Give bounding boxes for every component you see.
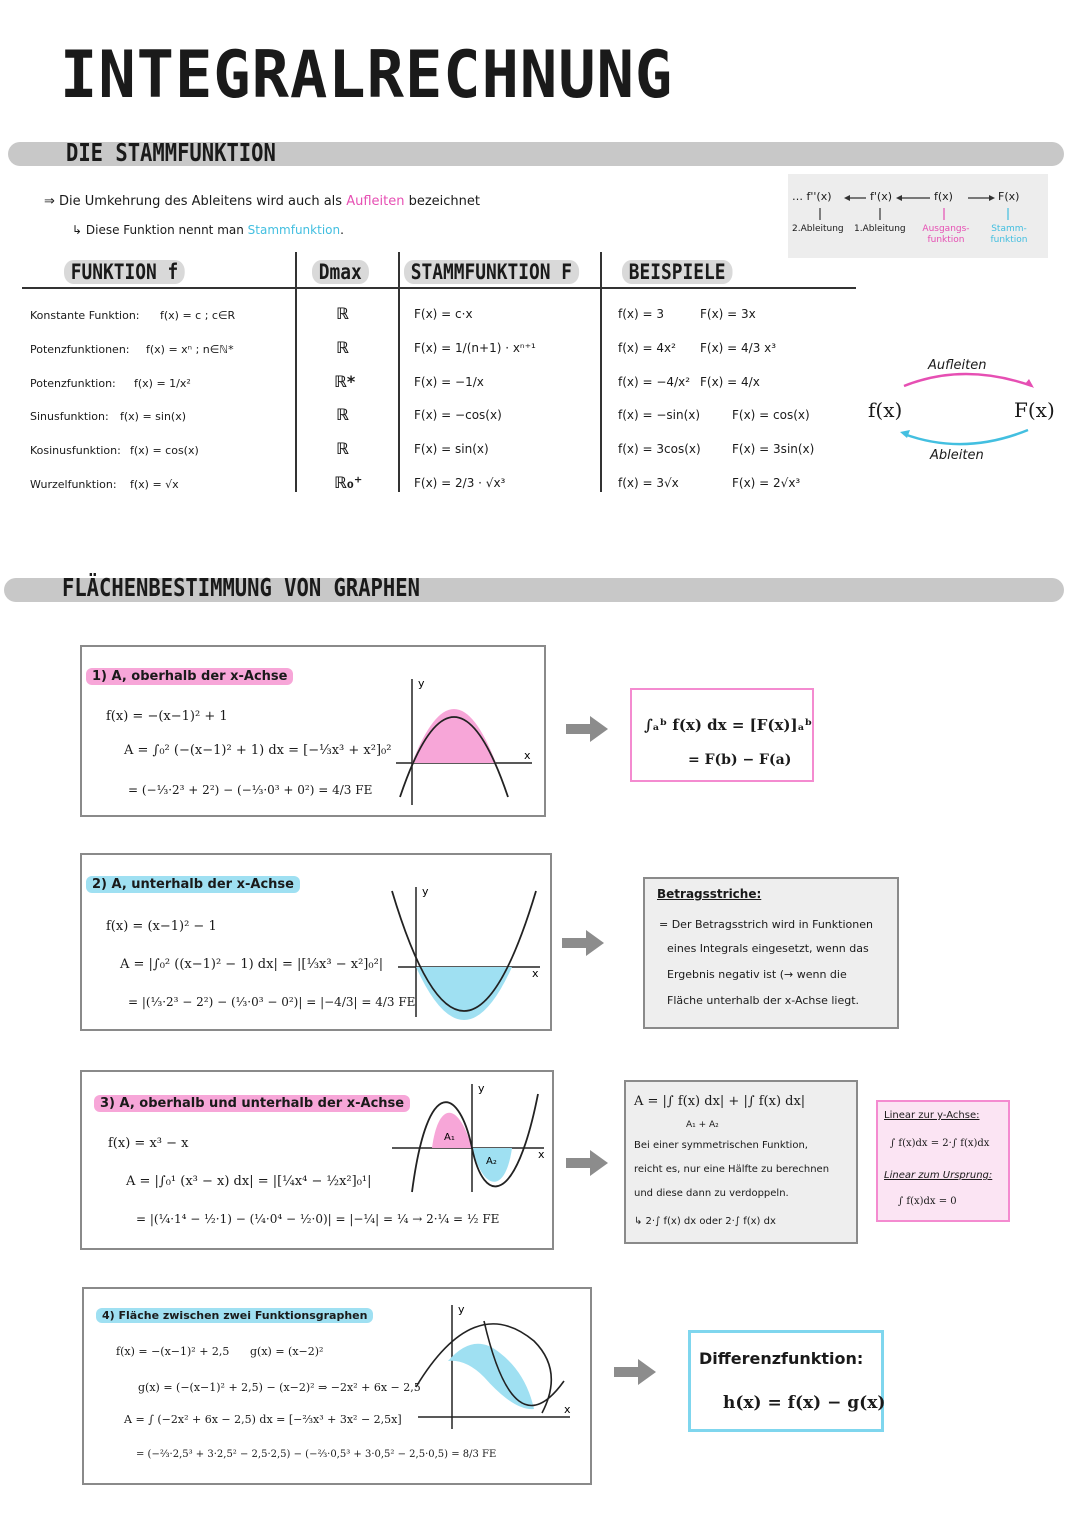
cell-d: ℝ xyxy=(336,405,349,424)
case3-note-formula: A = |∫ f(x) dx| + |∫ f(x) dx| xyxy=(634,1094,806,1109)
cell-d: ℝ* xyxy=(334,372,356,391)
case4-function-g: g(x) = (x−2)² xyxy=(250,1345,324,1358)
case3-function: f(x) = x³ − x xyxy=(108,1136,189,1151)
table-header-dmax: Dmax xyxy=(312,260,369,284)
case4-line1: g(x) = (−(x−1)² + 2,5) − (x−2)² ⇒ −2x² + 6x − 2,5 xyxy=(138,1381,421,1394)
section-heading-stammfunktion: DIE STAMMFUNKTION xyxy=(66,138,276,167)
case4-axis-x: x xyxy=(564,1403,571,1416)
chain-item: F(x) xyxy=(998,190,1020,203)
case2-axis-y: y xyxy=(422,885,429,898)
case2-label: 2) A, unterhalb der x-Achse xyxy=(86,877,300,892)
cell-ex-F: F(x) = 2√x³ xyxy=(732,476,801,490)
case2-note-title: Betragsstriche: xyxy=(657,887,762,901)
diagram-label-aufleiten: Aufleiten xyxy=(928,358,987,373)
case3-area-a1: A₁ xyxy=(444,1132,455,1143)
case3-line2: = |(¼·1⁴ − ½·1) − (¼·0⁴ − ½·0)| = |−¼| = ¼ → 2·¼ = ½ FE xyxy=(136,1212,500,1226)
cell-d: ℝ₀⁺ xyxy=(334,473,363,492)
table-divider xyxy=(398,252,400,492)
cell-f: f(x) = 1/x² xyxy=(134,377,191,390)
case4-function-f: f(x) = −(x−1)² + 2,5 xyxy=(116,1345,230,1358)
case3-note-line: reicht es, nur eine Hälfte zu berechnen xyxy=(634,1164,830,1175)
case2-note-line: Ergebnis negativ ist (→ wenn die xyxy=(667,968,847,981)
table-divider xyxy=(600,252,602,492)
cell-f: f(x) = sin(x) xyxy=(120,410,187,423)
cell-name: Sinusfunktion: xyxy=(30,410,109,423)
case3-graph xyxy=(388,1080,548,1196)
case4-line3: = (−⅔·2,5³ + 3·2,5² − 2,5·2,5) − (−⅔·0,5³ + 3·0,5² − 2,5·0,5) = 8/3 FE xyxy=(136,1449,497,1460)
case3-arrow-icon xyxy=(566,1148,610,1178)
case3-axis-x: x xyxy=(538,1148,545,1161)
cell-d: ℝ xyxy=(336,338,349,357)
case4-result-box xyxy=(688,1330,884,1432)
case3-sym-title2: Linear zum Ursprung: xyxy=(884,1170,993,1181)
chain-label: 1.Ableitung xyxy=(854,224,906,234)
cell-F: F(x) = −cos(x) xyxy=(414,408,502,422)
case3-note-line: und diese dann zu verdoppeln. xyxy=(634,1188,789,1199)
case1-function: f(x) = −(x−1)² + 1 xyxy=(106,709,228,724)
diagram-left-f: f(x) xyxy=(868,398,903,422)
case1-graph xyxy=(392,667,542,807)
case3-sym-formula2: ∫ f(x)dx = 0 xyxy=(898,1196,957,1207)
section-heading-flaechen: FLÄCHENBESTIMMUNG VON GRAPHEN xyxy=(62,573,420,602)
cell-name: Wurzelfunktion: xyxy=(30,478,117,491)
cell-ex-f: f(x) = 4x² xyxy=(618,341,676,355)
table-header-stammfunktion: STAMMFUNKTION F xyxy=(404,260,579,284)
case2-line2: = |(⅓·2³ − 2²) − (⅓·0³ − 0²)| = |−4/3| = 4/3 FE xyxy=(128,995,416,1009)
case1-result-line2: = F(b) − F(a) xyxy=(688,752,792,768)
cell-F: F(x) = 1/(n+1) · xⁿ⁺¹ xyxy=(414,341,536,355)
case1-label: 1) A, oberhalb der x-Achse xyxy=(86,669,293,684)
cell-f: f(x) = √x xyxy=(130,478,179,491)
chain-label: 2.Ableitung xyxy=(792,224,844,234)
diagram-right-F: F(x) xyxy=(1014,398,1055,422)
cell-F: F(x) = sin(x) xyxy=(414,442,489,456)
case2-function: f(x) = (x−1)² − 1 xyxy=(106,919,217,934)
case2-graph xyxy=(382,881,546,1021)
chain-label: Ausgangs-funktion xyxy=(922,224,970,245)
case4-graph xyxy=(414,1301,574,1431)
cell-ex-f: f(x) = −sin(x) xyxy=(618,408,701,422)
case3-label: 3) A, oberhalb und unterhalb der x-Achse xyxy=(94,1096,410,1111)
case1-line2: = (−⅓·2³ + 2²) − (−⅓·0³ + 0²) = 4/3 FE xyxy=(128,783,373,797)
chain-item: f'(x) xyxy=(870,190,892,203)
table-divider xyxy=(295,252,297,492)
cell-name: Potenzfunktionen: xyxy=(30,343,130,356)
case2-arrow-icon xyxy=(562,928,606,958)
cell-ex-F: F(x) = 4/x xyxy=(700,375,760,389)
intro-line-2: ↳ Diese Funktion nennt man Stammfunktion. xyxy=(72,223,344,237)
cell-name: Konstante Funktion: xyxy=(30,309,140,322)
case2-note-line: Fläche unterhalb der x-Achse liegt. xyxy=(667,994,860,1007)
cell-F: F(x) = 2/3 · √x³ xyxy=(414,476,506,490)
chain-item: … f''(x) xyxy=(792,190,832,203)
cell-name: Potenzfunktion: xyxy=(30,377,116,390)
cell-ex-f: f(x) = 3 xyxy=(618,307,665,321)
case3-note-line: Bei einer symmetrischen Funktion, xyxy=(634,1140,808,1151)
cell-f: f(x) = cos(x) xyxy=(130,444,199,457)
chain-item: f(x) xyxy=(934,190,953,203)
case2-box xyxy=(80,853,552,1031)
case4-result-formula: h(x) = f(x) − g(x) xyxy=(723,1393,886,1413)
case4-label: 4) Fläche zwischen zwei Funktionsgraphen xyxy=(96,1309,373,1322)
case3-area-a2: A₂ xyxy=(486,1156,497,1167)
case1-result-line1: ∫ₐᵇ f(x) dx = [F(x)]ₐᵇ xyxy=(644,716,813,734)
cell-d: ℝ xyxy=(336,304,349,323)
diagram-label-ableiten: Ableiten xyxy=(930,448,984,463)
table-header-beispiele: BEISPIELE xyxy=(622,260,732,284)
case3-axis-y: y xyxy=(478,1082,485,1095)
case1-axis-y: y xyxy=(418,677,425,690)
case2-axis-x: x xyxy=(532,967,539,980)
cell-f: f(x) = xⁿ ; n∈ℕ* xyxy=(146,343,234,356)
table-header-funktion: FUNKTION f xyxy=(64,260,185,284)
cell-ex-f: f(x) = 3√x xyxy=(618,476,679,490)
cell-d: ℝ xyxy=(336,439,349,458)
case4-axis-y: y xyxy=(458,1303,465,1316)
case3-note-box xyxy=(624,1080,858,1244)
diagram-arcs xyxy=(864,356,1064,468)
cell-f: f(x) = c ; c∈R xyxy=(160,309,236,322)
cell-ex-F: F(x) = cos(x) xyxy=(732,408,810,422)
case2-line1: A = |∫₀² ((x−1)² − 1) dx| = |[⅓x³ − x²]₀²| xyxy=(120,957,384,972)
page-title: INTEGRALRECHNUNG xyxy=(60,36,674,113)
case3-sym-formula1: ∫ f(x)dx = 2·∫ f(x)dx xyxy=(890,1138,990,1149)
case1-line1: A = ∫₀² (−(x−1)² + 1) dx = [−⅓x³ + x²]₀² xyxy=(124,743,392,758)
case3-line1: A = |∫₀¹ (x³ − x) dx| = |[¼x⁴ − ½x²]₀¹| xyxy=(126,1174,372,1189)
case3-note-subscript: A₁ + A₂ xyxy=(686,1120,719,1130)
cell-ex-f: f(x) = 3cos(x) xyxy=(618,442,701,456)
cell-name: Kosinusfunktion: xyxy=(30,444,121,457)
cell-F: F(x) = −1/x xyxy=(414,375,484,389)
case4-box xyxy=(82,1287,592,1485)
case2-note-box xyxy=(643,877,899,1029)
cell-ex-F: F(x) = 3sin(x) xyxy=(732,442,815,456)
case4-line2: A = ∫ (−2x² + 6x − 2,5) dx = [−⅔x³ + 3x² − 2,5x] xyxy=(124,1413,402,1426)
case2-note-line: = Der Betragsstrich wird in Funktionen xyxy=(659,918,873,931)
case2-note-line: eines Integrals eingesetzt, wenn das xyxy=(667,942,869,955)
cell-ex-f: f(x) = −4/x² xyxy=(618,375,691,389)
case1-arrow-icon xyxy=(566,714,610,744)
table-header-rule xyxy=(22,287,856,289)
cell-F: F(x) = c·x xyxy=(414,307,473,321)
derivative-chain xyxy=(788,174,1048,258)
case1-box xyxy=(80,645,546,817)
case4-result-title: Differenzfunktion: xyxy=(699,1349,864,1368)
case3-sym-title1: Linear zur y-Achse: xyxy=(884,1110,980,1121)
case3-symmetry-box xyxy=(876,1100,1010,1222)
case3-note-line: ↳ 2·∫ f(x) dx oder 2·∫ f(x) dx xyxy=(634,1216,776,1227)
case1-result-box xyxy=(630,688,814,782)
intro-line-1: ⇒ Die Umkehrung des Ableitens wird auch als Aufleiten bezeichnet xyxy=(44,194,480,209)
aufleiten-diagram xyxy=(864,356,1064,468)
cell-ex-F: F(x) = 3x xyxy=(700,307,756,321)
case3-box xyxy=(80,1070,554,1250)
cell-ex-F: F(x) = 4/3 x³ xyxy=(700,341,777,355)
chain-label: Stamm-funktion xyxy=(990,224,1028,245)
case1-axis-x: x xyxy=(524,749,531,762)
case4-arrow-icon xyxy=(614,1357,658,1387)
